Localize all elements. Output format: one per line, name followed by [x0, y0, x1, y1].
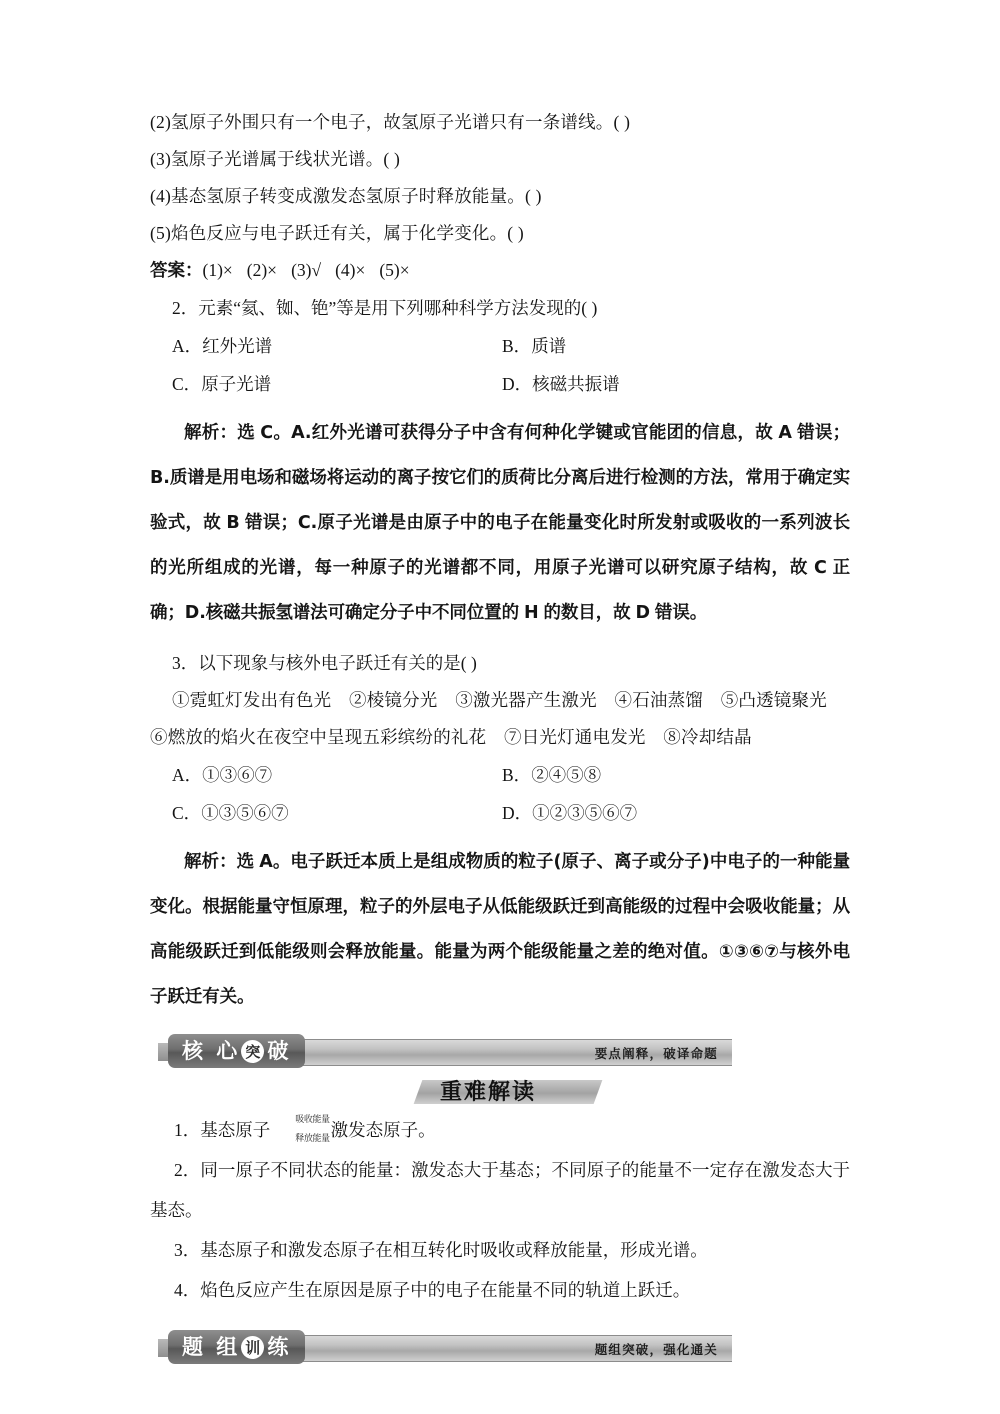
banner-circle-badge: 突: [241, 1040, 264, 1063]
option-c: [172, 365, 502, 403]
subsection-heading-key-points: [150, 1076, 850, 1108]
option-text: 质谱: [531, 336, 567, 356]
banner-tagline: 题组突破，强化通关: [594, 1341, 718, 1357]
judgement-item: (2)氢原子外围只有一个电子，故氢原子光谱只有一条谱线。( ): [150, 112, 631, 132]
judgement-list: [150, 104, 850, 252]
option-a: [172, 756, 502, 794]
option-d: [502, 365, 832, 403]
option-a: [172, 327, 502, 365]
option-text: 核磁共振谱: [532, 374, 620, 394]
banner-title-pill: [168, 1034, 305, 1068]
rule-item-2: 2．同一原子不同状态的能量：激发态大于基态；不同原子的能量不一定存在激发态大于基态。: [150, 1160, 850, 1220]
banner-bar: [242, 1335, 732, 1362]
question-3-options-row-1: [150, 756, 850, 794]
option-text: ②④⑤⑧: [531, 765, 602, 785]
answer-value: (5)×: [379, 260, 410, 280]
option-b: [502, 327, 832, 365]
option-key: A．: [172, 336, 203, 356]
rule-1-suffix: 激发态原子。: [330, 1120, 436, 1140]
banner-title-part2: 练: [267, 1334, 292, 1359]
judgement-item: (3)氢原子光谱属于线状光谱。( ): [150, 149, 401, 169]
answer-value: (4)×: [335, 260, 366, 280]
answer-value: (2)×: [246, 260, 278, 280]
page-content: [150, 104, 850, 1364]
option-text: ①②③⑤⑥⑦: [532, 803, 638, 823]
question-2-options-row-1: [150, 327, 850, 365]
release-energy-label: 释放能量: [295, 1133, 330, 1144]
question-2-analysis: 解析：选 C。A.红外光谱可获得分子中含有何种化学键或官能团的信息，故 A 错误；B.质谱是用电场和磁场将运动的离子按它们的质荷比分离后进行检测的方法，常用于确定实验式，故 B 错误；C.原子光谱是由原子中的电子在能量变化时所发射或吸收的一系列波长的光所组成的光谱，每一种原子的光谱都不同，用原子光谱可以研究原子结构，故 C 正确；D.核磁共振氢谱法可确定分子中不同位置的 H 的数目，故 D 错误。: [150, 423, 850, 623]
banner-title-pill: [168, 1330, 305, 1364]
banner-bar: [242, 1039, 732, 1066]
option-d: [502, 794, 832, 832]
option-text: ①③⑥⑦: [202, 765, 273, 785]
question-3-analysis: 解析：选 A。电子跃迁本质上是组成物质的粒子(原子、离子或分子)中电子的一种能量变化。根据能量守恒原理，粒子的外层电子从低能级跃迁到高能级的过程中会吸收能量；从高能级跃迁到低能级则会释放能量。能量为两个能级能量之差的绝对值。①③⑥⑦与核外电子跃迁有关。: [150, 852, 850, 1007]
option-key: C．: [172, 374, 202, 394]
option-key: B．: [502, 336, 532, 356]
option-text: 原子光谱: [201, 374, 272, 394]
option-key: B．: [502, 765, 532, 785]
answer-value: (1)×: [202, 260, 233, 280]
option-text: ①③⑤⑥⑦: [201, 803, 289, 823]
answer-value: (3)√: [291, 260, 322, 280]
question-3-options-row-2: [150, 794, 850, 832]
option-c: [172, 794, 502, 832]
option-key: A．: [172, 765, 203, 785]
option-text: 红外光谱: [202, 336, 273, 356]
option-key: D．: [502, 803, 533, 823]
answer-label: 答案：: [150, 260, 203, 280]
question-3-phenomena-line-2: ⑥燃放的焰火在夜空中呈现五彩缤纷的礼花 ⑦日光灯通电发光 ⑧冷却结晶: [150, 727, 752, 747]
question-2-stem: 2．元素“氦、铷、铯”等是用下列哪种科学方法发现的( ): [172, 298, 598, 318]
question-3-stem: 3．以下现象与核外电子跃迁有关的是( ): [172, 653, 477, 673]
option-key: C．: [172, 803, 202, 823]
absorb-energy-label: 吸收能量: [295, 1114, 330, 1125]
option-key: D．: [502, 374, 533, 394]
question-2-options-row-2: [150, 365, 850, 403]
answer-row: [150, 252, 850, 289]
banner-tagline: 要点阐释，破译命题: [594, 1045, 718, 1061]
rule-item-4: 4．焰色反应产生在原因是原子中的电子在能量不同的轨道上跃迁。: [174, 1280, 691, 1300]
section-banner-practice-set: [150, 1330, 850, 1364]
rule-item-3: 3．基态原子和激发态原子在相互转化时吸收或释放能量，形成光谱。: [174, 1240, 708, 1260]
section-banner-core-breakthrough: [150, 1034, 850, 1068]
question-3-phenomena-line-1: ①霓虹灯发出有色光 ②棱镜分光 ③激光器产生激光 ④石油蒸馏 ⑤凸透镜聚光: [172, 690, 827, 710]
banner-title-part1: 核 心: [182, 1038, 241, 1063]
energy-transfer-annotation: [271, 1114, 330, 1144]
judgement-item: (5)焰色反应与电子跃迁有关，属于化学变化。( ): [150, 223, 524, 243]
banner-title-part2: 破: [267, 1038, 292, 1063]
rule-item-1: [150, 1110, 850, 1150]
judgement-item: (4)基态氢原子转变成激发态氢原子时释放能量。( ): [150, 186, 542, 206]
subheading-text: 重难解读: [440, 1080, 537, 1105]
option-b: [502, 756, 832, 794]
banner-title-part1: 题 组: [182, 1334, 241, 1359]
rule-1-prefix: 1．基态原子: [174, 1120, 271, 1140]
banner-circle-badge: 训: [241, 1336, 264, 1359]
